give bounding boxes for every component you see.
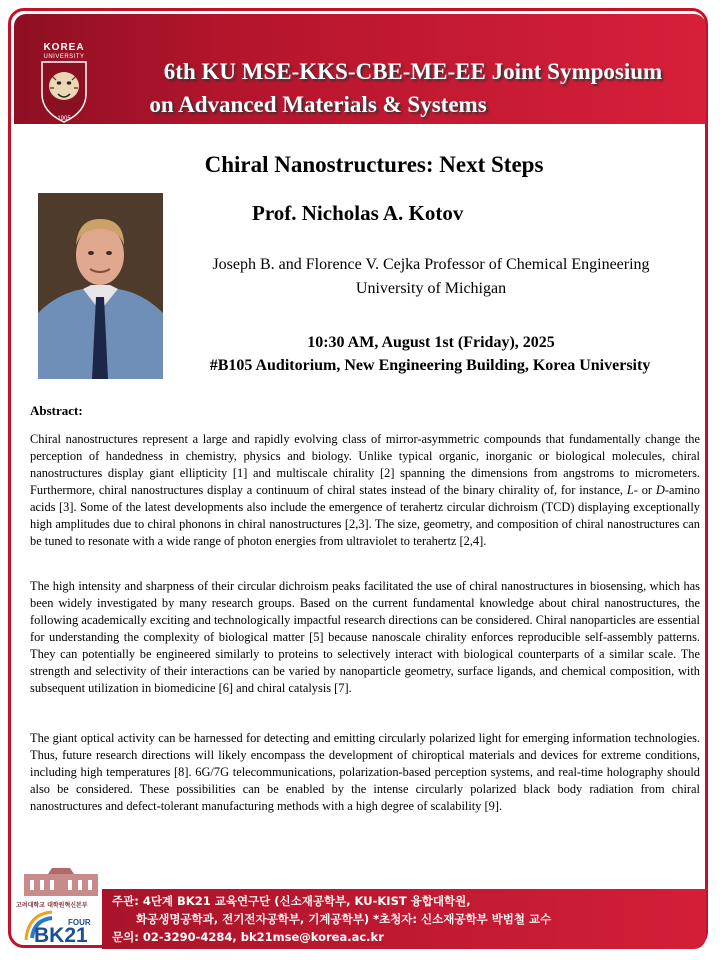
bk21-logo-area: [16, 868, 100, 950]
tiger-crest-icon: [36, 42, 92, 124]
korea-university-logo: [36, 42, 92, 124]
speaker-affiliation: Joseph B. and Florence V. Cejka Professor of Chemical Engineering: [212, 256, 650, 273]
event-venue: #B105 Auditorium, New Engineering Building, Korea University: [209, 357, 651, 374]
footer-contact: 문의: 02-3290-4284, bk21mse@korea.ac.kr: [112, 930, 384, 944]
bk21-label: BK21: [34, 924, 88, 947]
logo-subtext: UNIVERSITY: [43, 54, 85, 60]
speaker-university: University of Michigan: [355, 280, 507, 297]
logo-text: KOREA: [43, 42, 85, 53]
symposium-title-line2: on Advanced Materials & Systems: [149, 92, 487, 117]
speaker-photo: [38, 193, 163, 379]
talk-title: Chiral Nanostructures: Next Steps: [204, 152, 544, 177]
footer-banner: [102, 889, 706, 949]
abstract-paragraph-1: Chiral nanostructures represent a large and rapidly evolving class of mirror-asymmetric compounds that fundamentally change the perception of handedness in chemistry, physics and biology. Unlike typical organic, inorganic or biological molecules, chiral nanostructures display giant ellipticity [1] and multiscale chirality [2] spanning the dimensions from angstroms to micrometers. Furthermore, chiral nanostructures display a continuum of chiral states instead of the binary chirality of, for instance, L- or D-amino acids [3]. Some of the latest developments also include the emergence of terahertz circular dichroism (TCD) displaying exceptionally high amplitudes due to chiral phonons in chiral nanostructures [2,3]. The size, geometry, and composition of chiral nanostructures can be tuned to resonate with a wide range of photon energies from ultraviolet to terahertz [2,4].: [30, 432, 700, 548]
footer-departments: 화공생명공학과, 전기전자공학부, 기계공학부) *초청자: 신소재공학부 박범철 교수: [136, 912, 552, 926]
speaker-name: Prof. Nicholas A. Kotov: [252, 201, 464, 225]
org-label: 고려대학교 대학원혁신본부: [16, 902, 88, 909]
header-banner: [14, 14, 706, 124]
event-time: 10:30 AM, August 1st (Friday), 2025: [307, 334, 555, 351]
abstract-paragraph-3: The giant optical activity can be harnessed for detecting and emitting circularly polarized light for emerging information technologies. Thus, future research directions will likely encompass the development of chiroptical materials and devices for extreme conditions, including high temperatures [8]. 6G/7G telecommunications, polarization-based perception systems, and real-time holography should also be considered. These possibilities can be enabled by the intense circularly polarized black body radiation from chiral nanostructures and defect-tolerant manufacturing methods with a high degree of scalability [9].: [30, 731, 700, 813]
abstract-paragraph-2: The high intensity and sharpness of their circular dichroism peaks facilitated the use of chiral nanostructures in biosensing, which has been widely investigated by many research groups. Based on the current fundamental knowledge about chiral nanostructures, the following academically exciting and technologically impactful research directions can be considered. Chiral nanoparticles are essential for understanding the complexity of biological matter [5] because nanoscale chirality enforces reproducible self-assembly patterns. They can potentially be engineered similarly to proteins to selectively interact with biological counterparts of a similar scale. The strength and selectivity of their interactions can be varied by nanoparticle geometry, surface ligands, and chemical composition, with subsequent utilization in biomedicine [6] and chiral catalysis [7].: [30, 579, 700, 695]
bk-four-label: FOUR: [68, 918, 91, 927]
logo-year: 1905: [57, 116, 71, 122]
symposium-title-line1: 6th KU MSE-KKS-CBE-ME-EE Joint Symposium: [163, 59, 663, 84]
footer-organizer: 주관: 4단계 BK21 교육연구단 (신소재공학부, KU-KIST 융합대학원,: [112, 894, 471, 908]
abstract-heading: Abstract:: [30, 403, 83, 418]
